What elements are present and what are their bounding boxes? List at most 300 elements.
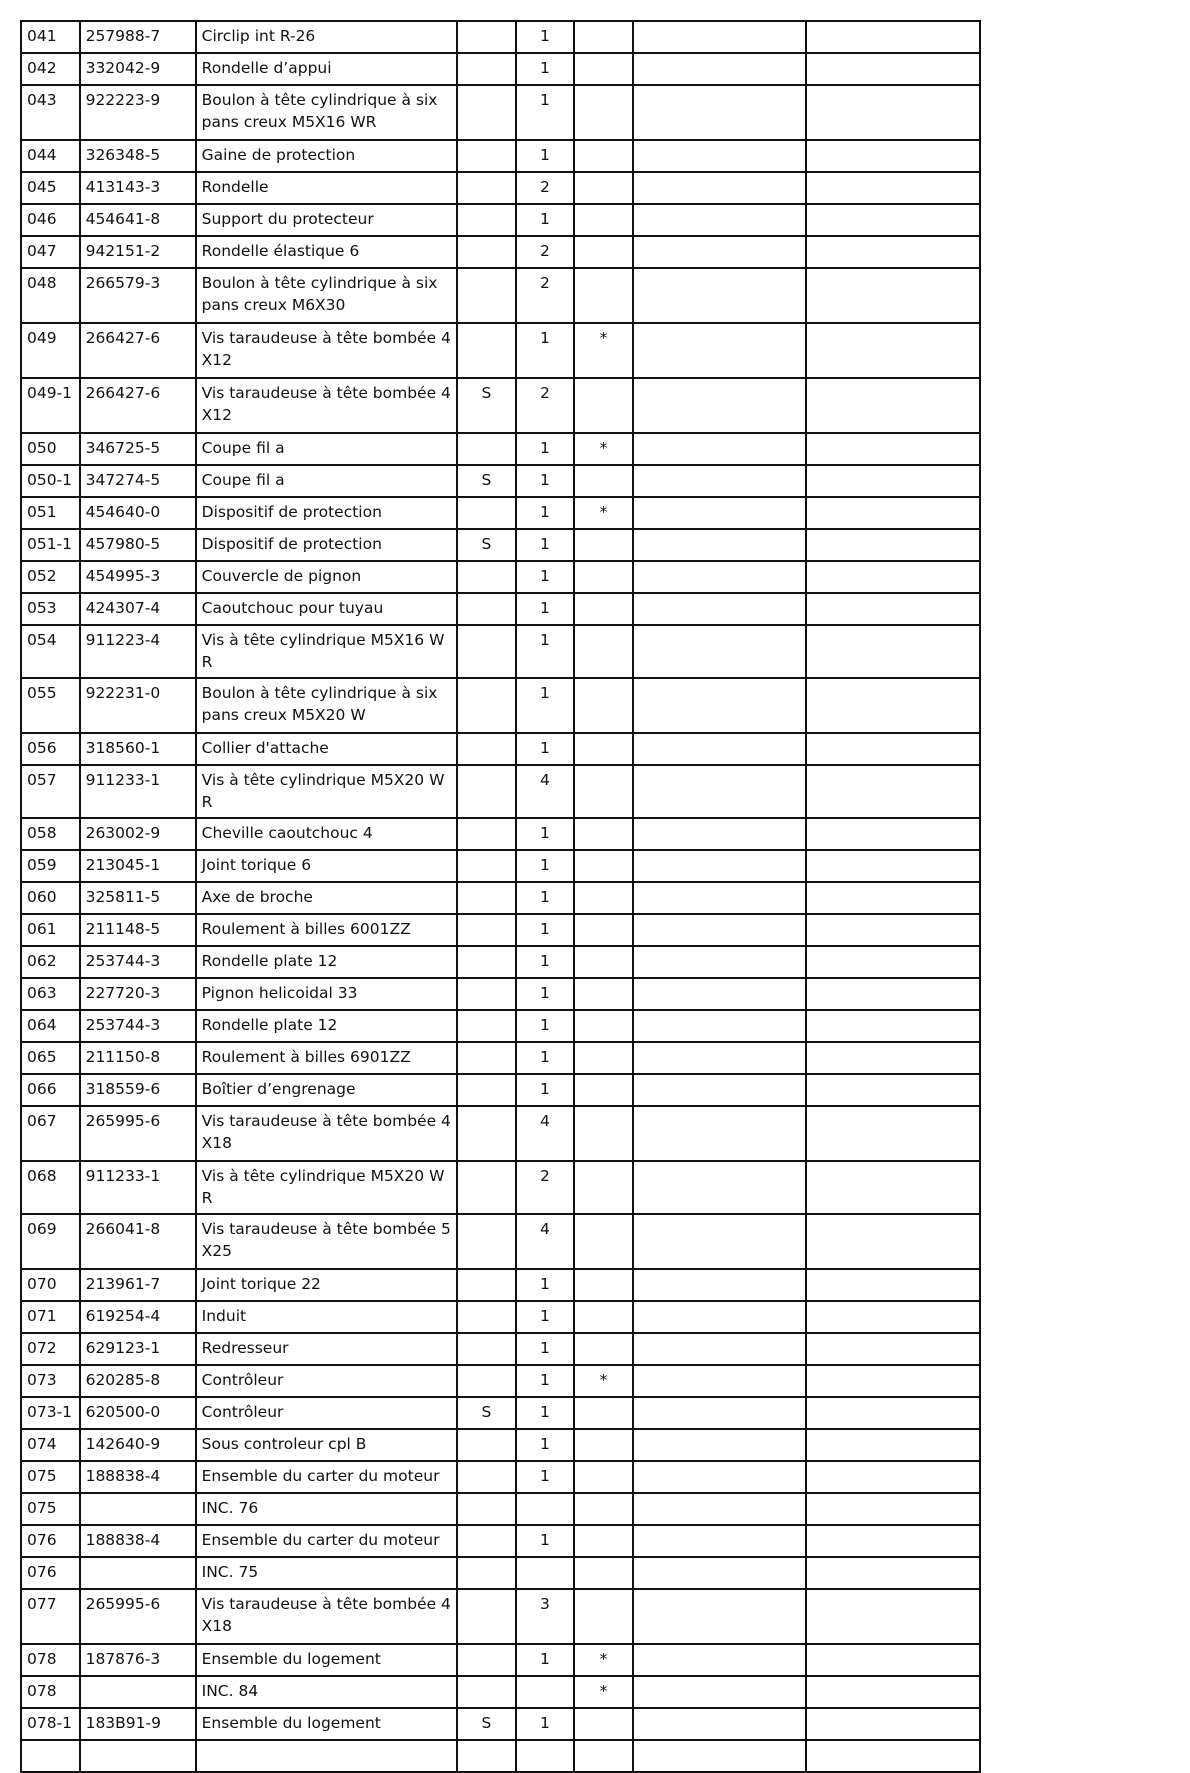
part-code-cell: 347274-5 xyxy=(80,465,196,497)
part-extra-cell-2 xyxy=(806,1397,980,1429)
part-quantity-cell: 1 xyxy=(516,625,575,678)
table-row xyxy=(21,1365,980,1397)
part-flag-cell xyxy=(574,1589,633,1644)
part-quantity-cell: 1 xyxy=(516,850,575,882)
part-number-ref-cell: 061 xyxy=(21,914,80,946)
table-row xyxy=(21,1676,980,1708)
parts-table-body xyxy=(21,21,980,1772)
part-number-ref-cell: 058 xyxy=(21,818,80,850)
part-note-cell xyxy=(457,733,516,765)
part-note-cell: S xyxy=(457,465,516,497)
part-number-ref-cell: 067 xyxy=(21,1106,80,1161)
part-quantity-cell: 1 xyxy=(516,53,575,85)
table-row xyxy=(21,1301,980,1333)
part-description-cell: Coupe fil a xyxy=(196,433,457,465)
part-extra-cell-2 xyxy=(806,1010,980,1042)
part-quantity-cell: 1 xyxy=(516,593,575,625)
part-flag-cell xyxy=(574,1461,633,1493)
part-extra-cell-2 xyxy=(806,625,980,678)
part-description-cell: Vis taraudeuse à tête bombée 4X18 xyxy=(196,1589,457,1644)
part-extra-cell-1 xyxy=(633,1708,807,1740)
part-number-ref-cell: 042 xyxy=(21,53,80,85)
parts-table xyxy=(20,20,981,1773)
part-quantity-cell: 1 xyxy=(516,882,575,914)
part-extra-cell-2 xyxy=(806,1269,980,1301)
part-extra-cell-1 xyxy=(633,323,807,378)
part-flag-cell xyxy=(574,1525,633,1557)
part-quantity-cell: 1 xyxy=(516,1365,575,1397)
part-note-cell xyxy=(457,236,516,268)
part-flag-cell xyxy=(574,593,633,625)
part-extra-cell-1 xyxy=(633,1010,807,1042)
part-extra-cell-1 xyxy=(633,1214,807,1269)
table-row xyxy=(21,882,980,914)
table-row xyxy=(21,678,980,733)
part-note-cell: S xyxy=(457,1397,516,1429)
part-code-cell: 187876-3 xyxy=(80,1644,196,1676)
part-quantity-cell: 1 xyxy=(516,914,575,946)
part-extra-cell-1 xyxy=(633,1397,807,1429)
part-note-cell xyxy=(457,433,516,465)
part-code-cell: 346725-5 xyxy=(80,433,196,465)
part-description-cell: Vis taraudeuse à tête bombée 5X25 xyxy=(196,1214,457,1269)
part-code-cell: 619254-4 xyxy=(80,1301,196,1333)
part-number-ref-cell: 056 xyxy=(21,733,80,765)
part-number-ref-cell: 049-1 xyxy=(21,378,80,433)
part-quantity-cell: 4 xyxy=(516,765,575,818)
part-note-cell xyxy=(457,1106,516,1161)
part-description-cell: Joint torique 22 xyxy=(196,1269,457,1301)
part-number-ref-cell: 045 xyxy=(21,172,80,204)
part-quantity-cell xyxy=(516,1557,575,1589)
part-number-ref-cell: 072 xyxy=(21,1333,80,1365)
part-extra-cell-1 xyxy=(633,497,807,529)
part-code-cell: 263002-9 xyxy=(80,818,196,850)
part-extra-cell-1 xyxy=(633,53,807,85)
part-number-ref-cell: 044 xyxy=(21,140,80,172)
part-note-cell xyxy=(457,1214,516,1269)
part-quantity-cell: 1 xyxy=(516,497,575,529)
part-number-ref-cell: 073 xyxy=(21,1365,80,1397)
part-quantity-cell: 1 xyxy=(516,733,575,765)
table-row xyxy=(21,1493,980,1525)
part-code-cell: 188838-4 xyxy=(80,1525,196,1557)
part-extra-cell-2 xyxy=(806,882,980,914)
part-extra-cell-1 xyxy=(633,1161,807,1214)
table-row xyxy=(21,1589,980,1644)
part-note-cell xyxy=(457,1301,516,1333)
part-number-ref-cell: 059 xyxy=(21,850,80,882)
part-flag-cell xyxy=(574,1397,633,1429)
part-description-cell: Vis taraudeuse à tête bombée 4X18 xyxy=(196,1106,457,1161)
part-number-ref-cell: 060 xyxy=(21,882,80,914)
table-row xyxy=(21,765,980,818)
part-flag-cell xyxy=(574,529,633,561)
part-flag-cell xyxy=(574,1493,633,1525)
part-note-cell xyxy=(457,978,516,1010)
part-extra-cell-2 xyxy=(806,378,980,433)
part-extra-cell-2 xyxy=(806,529,980,561)
part-number-ref-cell: 063 xyxy=(21,978,80,1010)
part-description-cell: Roulement à billes 6901ZZ xyxy=(196,1042,457,1074)
part-number-ref-cell: 064 xyxy=(21,1010,80,1042)
part-code-cell: 213045-1 xyxy=(80,850,196,882)
part-description-cell: INC. 84 xyxy=(196,1676,457,1708)
part-quantity-cell: 1 xyxy=(516,1397,575,1429)
part-flag-cell xyxy=(574,946,633,978)
table-row xyxy=(21,1557,980,1589)
part-description-cell: Ensemble du logement xyxy=(196,1644,457,1676)
part-flag-cell xyxy=(574,1214,633,1269)
part-extra-cell-2 xyxy=(806,914,980,946)
table-row xyxy=(21,625,980,678)
part-description-cell: Vis taraudeuse à tête bombée 4X12 xyxy=(196,378,457,433)
part-note-cell xyxy=(457,172,516,204)
part-number-ref-cell: 047 xyxy=(21,236,80,268)
part-extra-cell-1 xyxy=(633,1365,807,1397)
table-row xyxy=(21,1708,980,1740)
part-quantity-cell: 1 xyxy=(516,323,575,378)
table-row xyxy=(21,21,980,53)
part-note-cell xyxy=(457,1493,516,1525)
part-description-cell: Contrôleur xyxy=(196,1397,457,1429)
part-extra-cell-2 xyxy=(806,1557,980,1589)
part-flag-cell xyxy=(574,978,633,1010)
part-flag-cell xyxy=(574,850,633,882)
part-extra-cell-2 xyxy=(806,1676,980,1708)
part-flag-cell xyxy=(574,53,633,85)
part-flag-cell xyxy=(574,465,633,497)
table-row xyxy=(21,1525,980,1557)
part-quantity-cell: 1 xyxy=(516,21,575,53)
part-number-ref-cell: 069 xyxy=(21,1214,80,1269)
part-description-cell: Boîtier d’engrenage xyxy=(196,1074,457,1106)
part-code-cell: 325811-5 xyxy=(80,882,196,914)
part-note-cell xyxy=(457,1161,516,1214)
part-extra-cell-2 xyxy=(806,1365,980,1397)
part-quantity-cell: 3 xyxy=(516,1589,575,1644)
part-quantity-cell xyxy=(516,1493,575,1525)
part-quantity-cell: 1 xyxy=(516,1461,575,1493)
part-flag-cell xyxy=(574,818,633,850)
part-quantity-cell: 2 xyxy=(516,172,575,204)
table-row xyxy=(21,1333,980,1365)
part-description-cell: INC. 76 xyxy=(196,1493,457,1525)
part-code-cell: 911223-4 xyxy=(80,625,196,678)
part-flag-cell xyxy=(574,1010,633,1042)
part-description-cell: Dispositif de protection xyxy=(196,529,457,561)
table-row xyxy=(21,53,980,85)
part-extra-cell-2 xyxy=(806,85,980,140)
part-flag-cell xyxy=(574,268,633,323)
part-extra-cell-1 xyxy=(633,1042,807,1074)
part-extra-cell-1 xyxy=(633,850,807,882)
part-flag-cell xyxy=(574,1269,633,1301)
part-extra-cell-1 xyxy=(633,1589,807,1644)
part-extra-cell-2 xyxy=(806,1214,980,1269)
part-number-ref-cell: 075 xyxy=(21,1493,80,1525)
part-quantity-cell: 2 xyxy=(516,236,575,268)
part-flag-cell xyxy=(574,1161,633,1214)
table-row xyxy=(21,236,980,268)
part-description-cell: Induit xyxy=(196,1301,457,1333)
part-description-cell: Contrôleur xyxy=(196,1365,457,1397)
part-extra-cell-2 xyxy=(806,1589,980,1644)
part-description-cell: Boulon à tête cylindrique à six pans creux M5X16 WR xyxy=(196,85,457,140)
part-note-cell xyxy=(457,1429,516,1461)
part-extra-cell-1 xyxy=(633,946,807,978)
part-note-cell xyxy=(457,765,516,818)
part-note-cell xyxy=(457,1042,516,1074)
part-number-ref-cell: 076 xyxy=(21,1557,80,1589)
part-flag-cell: * xyxy=(574,433,633,465)
part-number-ref-cell: 051-1 xyxy=(21,529,80,561)
part-note-cell xyxy=(457,21,516,53)
part-extra-cell-2 xyxy=(806,1301,980,1333)
part-extra-cell-1 xyxy=(633,733,807,765)
part-code-cell: 253744-3 xyxy=(80,946,196,978)
part-flag-cell xyxy=(574,21,633,53)
part-extra-cell-1 xyxy=(633,1333,807,1365)
part-quantity-cell: 2 xyxy=(516,1161,575,1214)
part-code-cell: 266427-6 xyxy=(80,378,196,433)
part-extra-cell-1 xyxy=(633,465,807,497)
part-note-cell: S xyxy=(457,378,516,433)
part-quantity-cell: 1 xyxy=(516,433,575,465)
table-row xyxy=(21,818,980,850)
part-extra-cell-2 xyxy=(806,465,980,497)
part-extra-cell-2 xyxy=(806,818,980,850)
part-number-ref-cell: 065 xyxy=(21,1042,80,1074)
part-quantity-cell: 1 xyxy=(516,1333,575,1365)
part-extra-cell-2 xyxy=(806,268,980,323)
part-description-cell: Rondelle plate 12 xyxy=(196,1010,457,1042)
part-quantity-cell: 1 xyxy=(516,1010,575,1042)
part-flag-cell xyxy=(574,1557,633,1589)
part-note-cell xyxy=(457,268,516,323)
part-note-cell xyxy=(457,882,516,914)
part-number-ref-cell: 073-1 xyxy=(21,1397,80,1429)
table-row xyxy=(21,1397,980,1429)
part-description-cell: Boulon à tête cylindrique à six pans creux M5X20 W xyxy=(196,678,457,733)
part-code-cell: 253744-3 xyxy=(80,1010,196,1042)
part-extra-cell-2 xyxy=(806,21,980,53)
table-row xyxy=(21,378,980,433)
part-flag-cell xyxy=(574,733,633,765)
part-extra-cell-1 xyxy=(633,433,807,465)
part-description-cell: Rondelle élastique 6 xyxy=(196,236,457,268)
part-code-cell: 265995-6 xyxy=(80,1589,196,1644)
part-extra-cell-1 xyxy=(633,21,807,53)
part-number-ref-cell: 071 xyxy=(21,1301,80,1333)
part-extra-cell-1 xyxy=(633,268,807,323)
part-description-cell: Cheville caoutchouc 4 xyxy=(196,818,457,850)
table-row xyxy=(21,1644,980,1676)
part-number-ref-cell: 078-1 xyxy=(21,1708,80,1740)
part-flag-cell xyxy=(574,561,633,593)
part-description-cell: Dispositif de protection xyxy=(196,497,457,529)
table-row xyxy=(21,1161,980,1214)
part-quantity-cell: 1 xyxy=(516,140,575,172)
table-row xyxy=(21,1461,980,1493)
part-extra-cell-1 xyxy=(633,1676,807,1708)
table-row xyxy=(21,1074,980,1106)
part-note-cell xyxy=(457,1461,516,1493)
part-extra-cell-1 xyxy=(633,204,807,236)
part-extra-cell-2 xyxy=(806,1074,980,1106)
part-code-cell: 413143-3 xyxy=(80,172,196,204)
part-code-cell: 266427-6 xyxy=(80,323,196,378)
part-note-cell xyxy=(457,593,516,625)
part-extra-cell-2 xyxy=(806,1161,980,1214)
part-extra-cell-1 xyxy=(633,1557,807,1589)
part-note-cell xyxy=(457,1740,516,1772)
part-number-ref-cell: 057 xyxy=(21,765,80,818)
part-quantity-cell: 1 xyxy=(516,85,575,140)
table-row xyxy=(21,85,980,140)
part-code-cell: 257988-7 xyxy=(80,21,196,53)
part-code-cell xyxy=(80,1493,196,1525)
part-description-cell: Couvercle de pignon xyxy=(196,561,457,593)
part-description-cell: Rondelle xyxy=(196,172,457,204)
part-code-cell: 326348-5 xyxy=(80,140,196,172)
part-flag-cell: * xyxy=(574,1676,633,1708)
part-code-cell: 266579-3 xyxy=(80,268,196,323)
part-quantity-cell: 2 xyxy=(516,268,575,323)
part-description-cell: Sous controleur cpl B xyxy=(196,1429,457,1461)
part-note-cell xyxy=(457,140,516,172)
table-row xyxy=(21,172,980,204)
part-description-cell: Support du protecteur xyxy=(196,204,457,236)
part-code-cell: 454995-3 xyxy=(80,561,196,593)
part-note-cell xyxy=(457,678,516,733)
table-row xyxy=(21,323,980,378)
part-flag-cell xyxy=(574,882,633,914)
part-note-cell xyxy=(457,818,516,850)
part-number-ref-cell: 046 xyxy=(21,204,80,236)
part-code-cell: 142640-9 xyxy=(80,1429,196,1461)
part-code-cell: 332042-9 xyxy=(80,53,196,85)
table-row xyxy=(21,497,980,529)
table-row xyxy=(21,433,980,465)
part-extra-cell-1 xyxy=(633,561,807,593)
part-quantity-cell: 1 xyxy=(516,818,575,850)
table-row xyxy=(21,204,980,236)
part-flag-cell xyxy=(574,1042,633,1074)
part-extra-cell-1 xyxy=(633,593,807,625)
part-number-ref-cell: 048 xyxy=(21,268,80,323)
part-extra-cell-1 xyxy=(633,529,807,561)
part-flag-cell xyxy=(574,1074,633,1106)
part-extra-cell-1 xyxy=(633,378,807,433)
part-extra-cell-1 xyxy=(633,1493,807,1525)
part-flag-cell xyxy=(574,914,633,946)
part-extra-cell-1 xyxy=(633,1644,807,1676)
part-quantity-cell: 2 xyxy=(516,378,575,433)
table-row xyxy=(21,529,980,561)
part-description-cell: Circlip int R-26 xyxy=(196,21,457,53)
part-number-ref-cell: 078 xyxy=(21,1676,80,1708)
table-row xyxy=(21,1429,980,1461)
part-extra-cell-1 xyxy=(633,1269,807,1301)
part-extra-cell-1 xyxy=(633,85,807,140)
part-extra-cell-1 xyxy=(633,1106,807,1161)
table-row xyxy=(21,1269,980,1301)
table-row xyxy=(21,465,980,497)
part-code-cell: 318559-6 xyxy=(80,1074,196,1106)
part-flag-cell xyxy=(574,678,633,733)
part-extra-cell-1 xyxy=(633,1525,807,1557)
part-number-ref-cell: 070 xyxy=(21,1269,80,1301)
part-number-ref-cell: 066 xyxy=(21,1074,80,1106)
table-row xyxy=(21,946,980,978)
part-code-cell: 188838-4 xyxy=(80,1461,196,1493)
part-note-cell xyxy=(457,497,516,529)
part-flag-cell xyxy=(574,1740,633,1772)
part-flag-cell xyxy=(574,378,633,433)
part-code-cell: 211148-5 xyxy=(80,914,196,946)
part-code-cell: 213961-7 xyxy=(80,1269,196,1301)
part-description-cell: INC. 75 xyxy=(196,1557,457,1589)
part-extra-cell-1 xyxy=(633,765,807,818)
part-flag-cell xyxy=(574,204,633,236)
parts-list-page xyxy=(20,20,981,1732)
part-number-ref-cell: 049 xyxy=(21,323,80,378)
part-flag-cell xyxy=(574,1429,633,1461)
table-row xyxy=(21,1106,980,1161)
part-extra-cell-2 xyxy=(806,593,980,625)
part-number-ref-cell: 075 xyxy=(21,1461,80,1493)
part-description-cell: Coupe fil a xyxy=(196,465,457,497)
part-extra-cell-2 xyxy=(806,497,980,529)
part-note-cell xyxy=(457,914,516,946)
part-extra-cell-2 xyxy=(806,433,980,465)
part-flag-cell xyxy=(574,765,633,818)
part-description-cell: Vis à tête cylindrique M5X16 WR xyxy=(196,625,457,678)
part-description-cell: Gaine de protection xyxy=(196,140,457,172)
part-description-cell: Roulement à billes 6001ZZ xyxy=(196,914,457,946)
part-quantity-cell xyxy=(516,1676,575,1708)
part-extra-cell-2 xyxy=(806,978,980,1010)
part-note-cell xyxy=(457,1525,516,1557)
table-row xyxy=(21,733,980,765)
part-code-cell xyxy=(80,1676,196,1708)
part-note-cell xyxy=(457,625,516,678)
part-quantity-cell: 1 xyxy=(516,1429,575,1461)
table-row xyxy=(21,1042,980,1074)
part-quantity-cell: 1 xyxy=(516,561,575,593)
part-flag-cell xyxy=(574,1106,633,1161)
part-extra-cell-1 xyxy=(633,236,807,268)
part-extra-cell-2 xyxy=(806,765,980,818)
part-note-cell xyxy=(457,946,516,978)
part-flag-cell: * xyxy=(574,323,633,378)
part-code-cell: 266041-8 xyxy=(80,1214,196,1269)
part-extra-cell-1 xyxy=(633,140,807,172)
part-description-cell: Pignon helicoidal 33 xyxy=(196,978,457,1010)
part-number-ref-cell: 062 xyxy=(21,946,80,978)
part-flag-cell xyxy=(574,625,633,678)
part-quantity-cell: 1 xyxy=(516,1301,575,1333)
part-extra-cell-2 xyxy=(806,1740,980,1772)
part-note-cell xyxy=(457,1269,516,1301)
part-number-ref-cell: 050-1 xyxy=(21,465,80,497)
part-description-cell: Vis taraudeuse à tête bombée 4X12 xyxy=(196,323,457,378)
part-number-ref-cell: 077 xyxy=(21,1589,80,1644)
part-description-cell: Caoutchouc pour tuyau xyxy=(196,593,457,625)
part-extra-cell-2 xyxy=(806,1106,980,1161)
part-flag-cell: * xyxy=(574,1644,633,1676)
